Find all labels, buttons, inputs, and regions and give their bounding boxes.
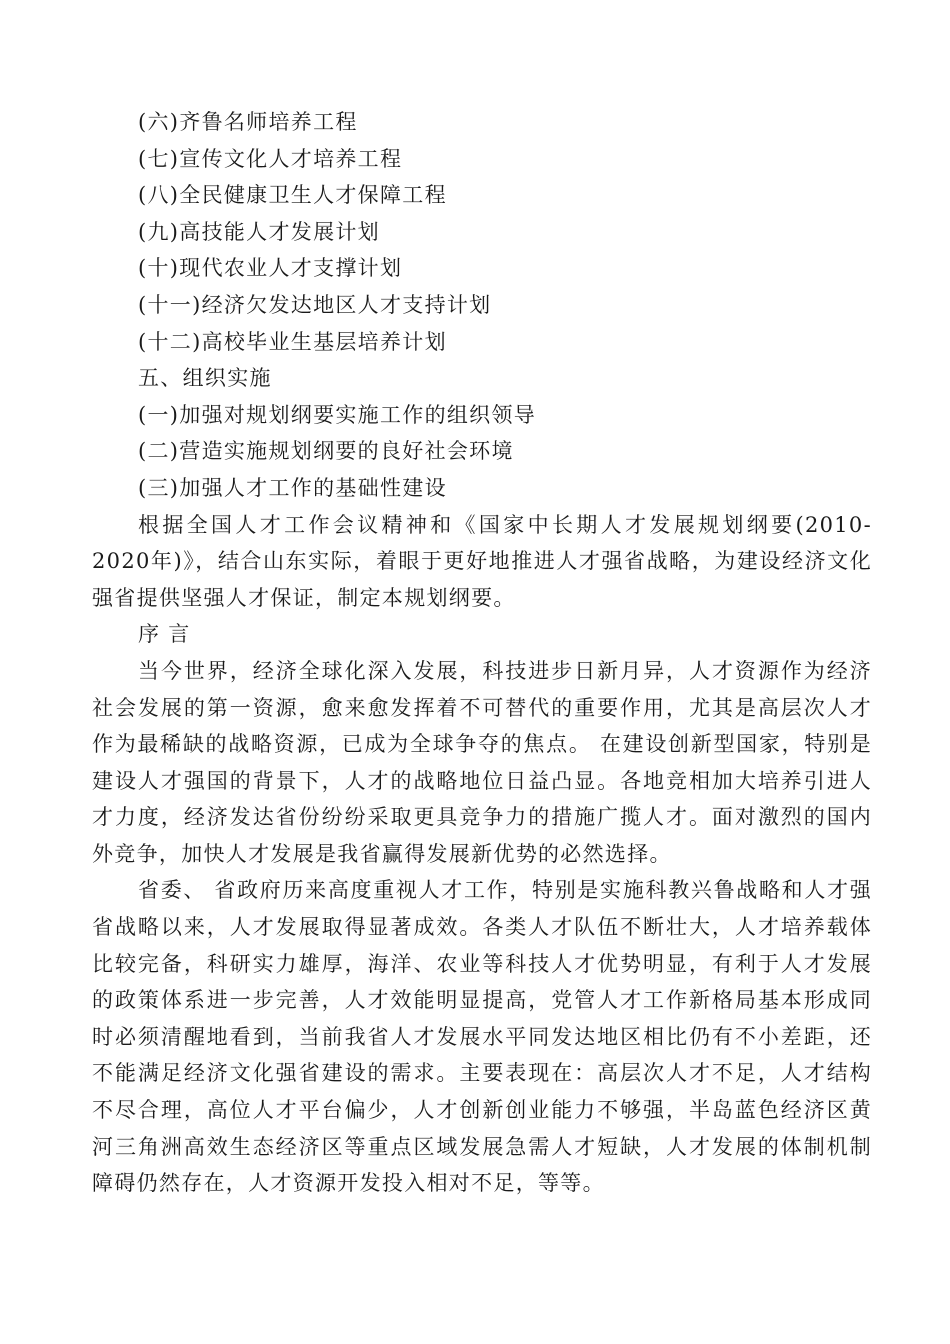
section-heading: 五、组织实施 [138,366,272,391]
outline-item: (一)加强对规划纲要实施工作的组织领导 [138,402,537,427]
outline-item: (六)齐鲁名师培养工程 [138,110,358,134]
body-paragraph: 当今世界，经济全球化深入发展，科技进步日新月异，人才资源作为经济社会发展的第一资源，愈来愈发挥着不可替代的重要作用，尤其是高层次人才作为最稀缺的战略资源，已成为全球争夺的焦点。 在建设创新型国家，特别是建设人才强国的背景下，人才的战略地位日益凸显。各地竞相加大培养引进人才力度，经济发达省份纷纷采取更具竞争力的措施广揽人才。面对激烈的国内外竞争，加快人才发展是我省赢得发展新优势的必然选择。 [92,658,872,866]
outline-item: (九)高技能人才发展计划 [138,219,380,244]
outline-item: (十二)高校毕业生基层培养计划 [138,329,447,354]
outline-item: (二)营造实施规划纲要的良好社会环境 [138,439,514,464]
outline-item: (十一)经济欠发达地区人才支持计划 [138,292,492,317]
outline-item: (三)加强人才工作的基础性建设 [138,475,447,500]
outline-item: (七)宣传文化人才培养工程 [138,146,403,171]
intro-paragraph: 根据全国人才工作会议精神和《国家中长期人才发展规划纲要(2010-2020年)》，结合山东实际，着眼于更好地推进人才强省战略，为建设经济文化强省提供坚强人才保证，制定本规划纲要。 [92,512,872,610]
preface-heading: 序 言 [138,622,191,647]
document-page [92,104,872,1202]
outline-item: (十)现代农业人才支撑计划 [138,256,403,281]
body-paragraph: 省委、 省政府历来高度重视人才工作，特别是实施科教兴鲁战略和人才强省战略以来，人才发展取得显著成效。各类人才队伍不断壮大，人才培养载体比较完备，科研实力雄厚，海洋、农业等科技人才优势明显，有利于人才发展的政策体系进一步完善，人才效能明显提高，党管人才工作新格局基本形成同时必须清醒地看到，当前我省人才发展水平同发达地区相比仍有不小差距，还不能满足经济文化强省建设的需求。主要表现在：高层次人才不足，人才结构不尽合理，高位人才平台偏少，人才创新创业能力不够强，半岛蓝色经济区黄河三角洲高效生态经济区等重点区域发展急需人才短缺，人才发展的体制机制障碍仍然存在，人才资源开发投入相对不足，等等。 [92,878,872,1196]
outline-item: (八)全民健康卫生人才保障工程 [138,183,447,208]
